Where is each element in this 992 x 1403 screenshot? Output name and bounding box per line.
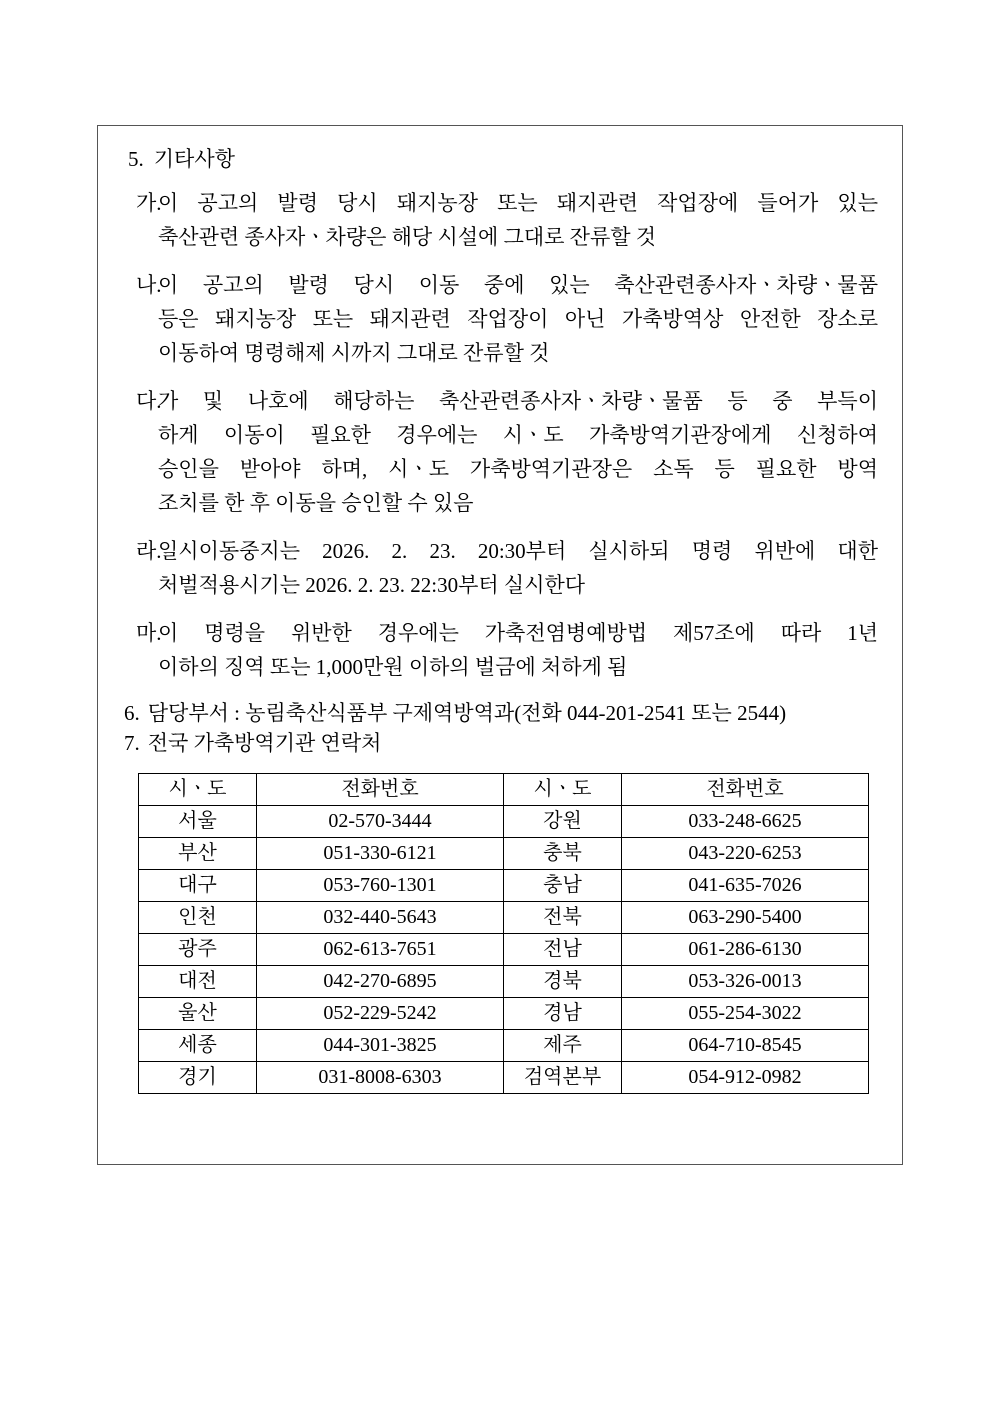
item-line: 조치를 한 후 이동을 승인할 수 있음 [158, 490, 474, 515]
table-row [139, 1029, 869, 1061]
column-header: 시ㆍ도 [139, 773, 257, 805]
item-marker: 가. [136, 190, 162, 215]
item-marker: 나. [136, 272, 162, 297]
region-name: 부산 [139, 837, 257, 869]
region-name: 충북 [504, 837, 622, 869]
section-6-line [124, 698, 882, 728]
contacts-table [138, 773, 869, 1094]
document-frame [97, 125, 903, 1165]
phone-number: 041-635-7026 [622, 869, 869, 901]
item-marker: 다. [136, 388, 162, 413]
item-line: 이동하여 명령해제 시까지 그대로 잔류할 것 [158, 340, 550, 365]
region-name: 울산 [139, 997, 257, 1029]
table-row [139, 933, 869, 965]
column-header: 시ㆍ도 [504, 773, 622, 805]
region-name: 서울 [139, 805, 257, 837]
section-5-heading [128, 144, 882, 176]
column-header: 전화번호 [257, 773, 504, 805]
table-row [139, 805, 869, 837]
region-name: 전북 [504, 901, 622, 933]
item-body [158, 384, 882, 520]
table-row [139, 901, 869, 933]
phone-number: 031-8008-6303 [257, 1061, 504, 1093]
table-row [139, 869, 869, 901]
region-name: 경북 [504, 965, 622, 997]
table-row [139, 997, 869, 1029]
phone-number: 02-570-3444 [257, 805, 504, 837]
phone-number: 043-220-6253 [622, 837, 869, 869]
item-marker: 마. [136, 620, 162, 645]
section-5-title: 기타사항 [153, 147, 235, 171]
phone-number: 061-286-6130 [622, 933, 869, 965]
region-name: 전남 [504, 933, 622, 965]
phone-number: 053-326-0013 [622, 965, 869, 997]
item-line: 가 및 나호에 해당하는 축산관련종사자ㆍ차량ㆍ물품 등 중 부득이 [158, 388, 878, 413]
table-header-row [139, 773, 869, 805]
item-body [158, 268, 882, 370]
phone-number: 055-254-3022 [622, 997, 869, 1029]
item-line: 이 공고의 발령 당시 이동 중에 있는 축산관련종사자ㆍ차량ㆍ물품 [158, 272, 878, 297]
phone-number: 042-270-6895 [257, 965, 504, 997]
region-name: 대구 [139, 869, 257, 901]
item-body [158, 186, 882, 254]
list-item [120, 616, 882, 684]
phone-number: 054-912-0982 [622, 1061, 869, 1093]
item-line: 이 명령을 위반한 경우에는 가축전염병예방법 제57조에 따라 1년 [158, 620, 878, 645]
item-line: 이하의 징역 또는 1,000만원 이하의 벌금에 처하게 됨 [158, 654, 628, 679]
region-name: 인천 [139, 901, 257, 933]
item-body [158, 616, 882, 684]
phone-number: 052-229-5242 [257, 997, 504, 1029]
section-6-number: 6. [124, 700, 140, 725]
phone-number: 053-760-1301 [257, 869, 504, 901]
table-row [139, 837, 869, 869]
phone-number: 063-290-5400 [622, 901, 869, 933]
item-line: 하게 이동이 필요한 경우에는 시ㆍ도 가축방역기관장에게 신청하여 [158, 422, 878, 447]
region-name: 검역본부 [504, 1061, 622, 1093]
region-name: 충남 [504, 869, 622, 901]
column-header: 전화번호 [622, 773, 869, 805]
phone-number: 044-301-3825 [257, 1029, 504, 1061]
region-name: 강원 [504, 805, 622, 837]
list-item [120, 186, 882, 254]
phone-number: 064-710-8545 [622, 1029, 869, 1061]
list-item [120, 268, 882, 370]
item-line: 등은 돼지농장 또는 돼지관련 작업장이 아닌 가축방역상 안전한 장소로 [158, 306, 878, 331]
item-line: 처벌적용시기는 2026. 2. 23. 22:30부터 실시한다 [158, 572, 586, 597]
phone-number: 062-613-7651 [257, 933, 504, 965]
document-body [98, 126, 904, 1094]
item-body [158, 534, 882, 602]
section-7-line [124, 728, 882, 758]
region-name: 제주 [504, 1029, 622, 1061]
item-line: 축산관련 종사자ㆍ차량은 해당 시설에 그대로 잔류할 것 [158, 224, 657, 249]
list-item [120, 384, 882, 520]
phone-number: 033-248-6625 [622, 805, 869, 837]
section-7-number: 7. [124, 731, 140, 756]
section-5-number: 5. [128, 147, 144, 171]
phone-number: 032-440-5643 [257, 901, 504, 933]
region-name: 대전 [139, 965, 257, 997]
region-name: 경남 [504, 997, 622, 1029]
section-6-text: 담당부서 : 농림축산식품부 구제역방역과(전화 044-201-2541 또는 2544) [147, 700, 787, 725]
item-line: 승인을 받아야 하며, 시ㆍ도 가축방역기관장은 소독 등 필요한 방역 [158, 456, 878, 481]
region-name: 세종 [139, 1029, 257, 1061]
table-row [139, 1061, 869, 1093]
item-line: 이 공고의 발령 당시 돼지농장 또는 돼지관련 작업장에 들어가 있는 [158, 190, 878, 215]
table-row [139, 965, 869, 997]
phone-number: 051-330-6121 [257, 837, 504, 869]
region-name: 경기 [139, 1061, 257, 1093]
item-marker: 라. [136, 538, 162, 563]
list-item [120, 534, 882, 602]
item-line: 일시이동중지는 2026. 2. 23. 20:30부터 실시하되 명령 위반에 대한 [158, 538, 878, 563]
section-7-text: 전국 가축방역기관 연락처 [147, 731, 382, 756]
region-name: 광주 [139, 933, 257, 965]
